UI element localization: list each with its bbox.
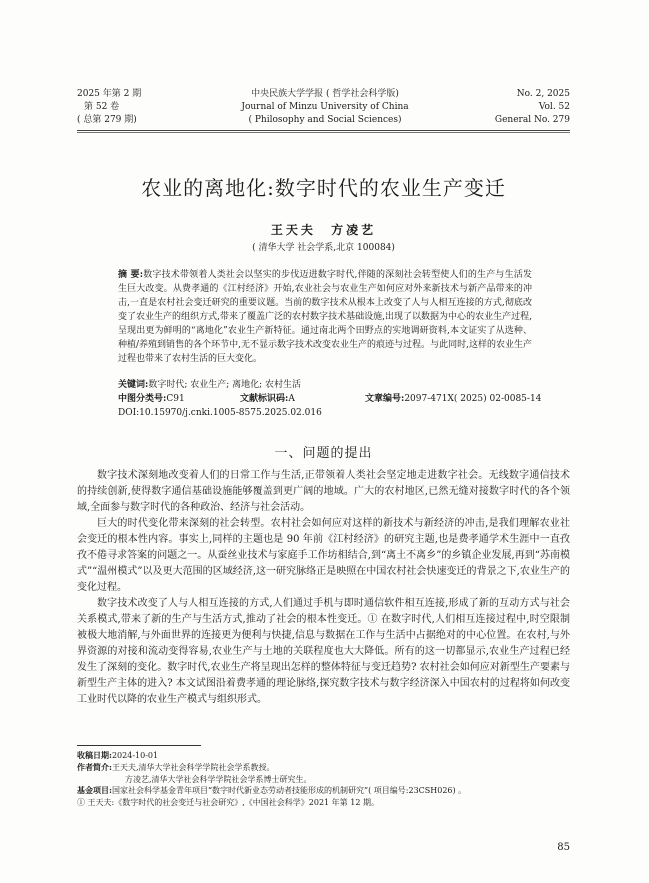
section-heading: 一、问题的提出 bbox=[274, 446, 373, 461]
journal-issue-info bbox=[77, 88, 207, 127]
page-number: 85 bbox=[557, 842, 570, 853]
abstract-text: 数字技术带领着人类社会以坚实的步伐迈进数字时代,伴随的深刻社会转型使人们的生产与生活发生巨大改变。从费孝通的《江村经济》开始,农业社会与农业生产如何应对外来新技术与新产品带来的冲击,一直是农村社会变迁研究的重要议题。当前的数字技术从根本上改变了人与人相互连接的方式,彻底改变了农业生产的组织方式,带来了覆盖广泛的农村数字技术基础设施,出现了以数据为中心的农业生产过程,呈现出更为鲜明的“离地化”农业生产新特征。通过南北两个田野点的实地调研资料,本文证实了从选种、种植/养殖到销售的各个环节中,无不显示数字技术改变农业生产的痕迹与过程。与此同时,这样的农业生产过程也带来了农村生活的巨大变化。 bbox=[118, 270, 532, 364]
keywords-label: 关键词: bbox=[118, 380, 149, 390]
paragraph: 巨大的时代变化带来深刻的社会转型。农村社会如何应对这样的新技术与新经济的冲击,是我们理解农业社会变迁的根本性内容。事实上,同样的主题也是 90 年前《江村经济》的研究主题,也是费孝通学术生涯中一直孜孜不倦寻求答案的问题之一。从蚕丝业技术与家庭手工作坊相结合,到“离土不离乡”的乡镇企业发展,再到“苏南模式”“温州模式”以及更大范围的区域经济,这一研究脉络正是映照在中国农村社会快速变迁的背景之下,农业生产的变化过程。 bbox=[77, 518, 570, 593]
abstract bbox=[118, 268, 532, 366]
doc-code-value: A bbox=[288, 394, 295, 404]
clc-label: 中图分类号: bbox=[118, 394, 167, 404]
journal-name bbox=[200, 88, 450, 127]
fund-label: 基金项目: bbox=[77, 785, 112, 796]
issue-volume: 第 52 卷 bbox=[84, 102, 120, 112]
author-bio bbox=[77, 762, 570, 774]
received-label: 收稿日期: bbox=[77, 750, 112, 760]
received-date bbox=[77, 750, 570, 762]
author-bio-2: 方凌艺,清华大学社会科学学院社会学系博士研究生。 bbox=[125, 774, 312, 784]
footnote-rule bbox=[77, 745, 201, 746]
issue-vol-en: Vol. 52 bbox=[538, 102, 570, 112]
doi: DOI:10.15970/j.cnki.1005-8575.2025.02.016 bbox=[118, 408, 322, 418]
article-title: 农业的离地化:数字时代的农业生产变迁 bbox=[141, 176, 506, 200]
author-affiliation: ( 清华大学 社会学系,北京 100084) bbox=[252, 243, 395, 253]
journal-series-en: ( Philosophy and Social Sciences) bbox=[248, 115, 402, 125]
clc-value: C91 bbox=[166, 394, 185, 404]
author-bio-1: 王天夫,清华大学社会科学学院社会学系教授。 bbox=[111, 762, 275, 772]
article-authors: 王天夫 方凌艺 bbox=[270, 223, 377, 237]
keywords bbox=[118, 378, 532, 392]
author-bio-label: 作者简介: bbox=[77, 761, 112, 772]
keywords-text: 数字时代; 农业生产; 离地化; 农村生活 bbox=[148, 380, 302, 390]
article-no-label: 文章编号: bbox=[365, 394, 405, 404]
issue-general-en: General No. 279 bbox=[494, 115, 570, 125]
fund-value: 国家社会科学基金青年项目“数字时代新业态劳动者技能形成的机制研究”( 项目编号:23CSH026) 。 bbox=[111, 786, 467, 796]
journal-issue-info-en bbox=[430, 88, 570, 127]
paragraph: 数字技术深刻地改变着人们的日常工作与生活,正带领着人类社会坚定地走进数字社会。无线数字通信技术的持续创新,使得数字通信基础设施能够覆盖到更广阔的地域。广大的农村地区,已然无缝对接数字时代的各个领域,全面参与数字时代的各种政治、经济与社会活动。 bbox=[77, 470, 570, 513]
doc-code-label: 文献标识码: bbox=[240, 394, 289, 404]
header-rule-thin bbox=[77, 132, 570, 133]
issue-total: ( 总第 279 期) bbox=[77, 115, 137, 125]
issue-no-en: No. 2, 2025 bbox=[516, 89, 570, 99]
received-value: 2024-10-01 bbox=[111, 751, 159, 760]
journal-name-cn: 中央民族大学学报 ( 哲学社会科学版) bbox=[251, 89, 399, 99]
issue-year: 2025 年第 2 期 bbox=[77, 89, 142, 99]
classification-row bbox=[118, 392, 542, 406]
body-text bbox=[77, 468, 570, 708]
article-no-value: 2097-471X( 2025) 02-0085-14 bbox=[404, 394, 542, 404]
footnote-1: ① 王天夫:《数字时代的社会变迁与社会研究》,《中国社会科学》2021 年第 12 期。 bbox=[77, 798, 379, 808]
paragraph: 数字技术改变了人与人相互连接的方式,人们通过手机与即时通信软件相互连接,形成了新的互动方式与社会关系模式,带来了新的生产与生活方式,推动了社会的根本性变迁。① 在数字时代,人们相互连接过程中,时空限制被极大地消解,与外面世界的连接更为便利与快捷,信息与数据在工作与生活中占据绝对的中心位置。在农村,与外界资源的对接和流动变得容易,农业生产与土地的关联程度也大大降低。所有的这一切都显示,农业生产过程已经发生了深刻的变化。数字时代,农业生产将呈现出怎样的整体特征与变迁趋势? 农村社会如何应对新型生产要素与新型生产主体的进入? 本文试图沿着费孝通的理论脉络,探究数字技术与数字经济深入中国农村的过程将如何改变工业时代以降的农业生产模式与组织形式。 bbox=[77, 598, 570, 705]
abstract-label: 摘 要: bbox=[118, 270, 144, 280]
fund-info bbox=[77, 785, 570, 797]
footnotes bbox=[77, 750, 570, 809]
header-rule bbox=[77, 130, 570, 131]
journal-name-en: Journal of Minzu University of China bbox=[241, 102, 409, 112]
